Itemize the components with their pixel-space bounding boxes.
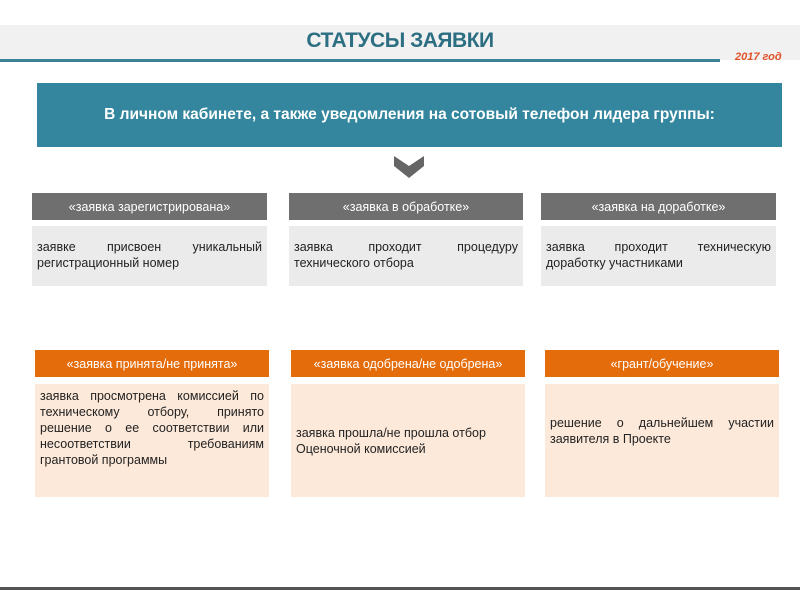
status-description: [545, 384, 779, 497]
status-header: «заявка в обработке»: [289, 193, 523, 220]
info-banner: В личном кабинете, а также уведомления на сотовый телефон лидера группы:: [37, 83, 782, 147]
page-title: СТАТУСЫ ЗАЯВКИ: [306, 29, 494, 52]
footer-divider: [0, 587, 800, 590]
status-header: «заявка одобрена/не одобрена»: [291, 350, 525, 377]
status-description: заявка проходит процедуру технического отбора: [289, 226, 523, 286]
status-description: заявка проходит техническую доработку участниками: [541, 226, 776, 286]
status-header: «заявка принята/не принята»: [35, 350, 269, 377]
status-description: заявке присвоен уникальный регистрационный номер: [32, 226, 267, 286]
status-description-text: решение о дальнейшем участии заявителя в Проекте: [550, 416, 774, 446]
chevron-down-icon: [394, 156, 424, 183]
status-description: [291, 384, 525, 497]
status-description-text: заявка просмотрена комиссией по техническому отбору, принято решение о ее соответствии или несоответствии требованиям грантовой программы: [40, 389, 264, 467]
status-header: «заявка зарегистрирована»: [32, 193, 267, 220]
status-description-text: заявка прошла/не прошла отбор Оценочной комиссией: [296, 425, 486, 456]
title-divider: [0, 59, 720, 62]
year-label: 2017 год: [735, 51, 782, 63]
status-description: [35, 384, 269, 497]
status-header: «грант/обучение»: [545, 350, 779, 377]
status-header: «заявка на доработке»: [541, 193, 776, 220]
